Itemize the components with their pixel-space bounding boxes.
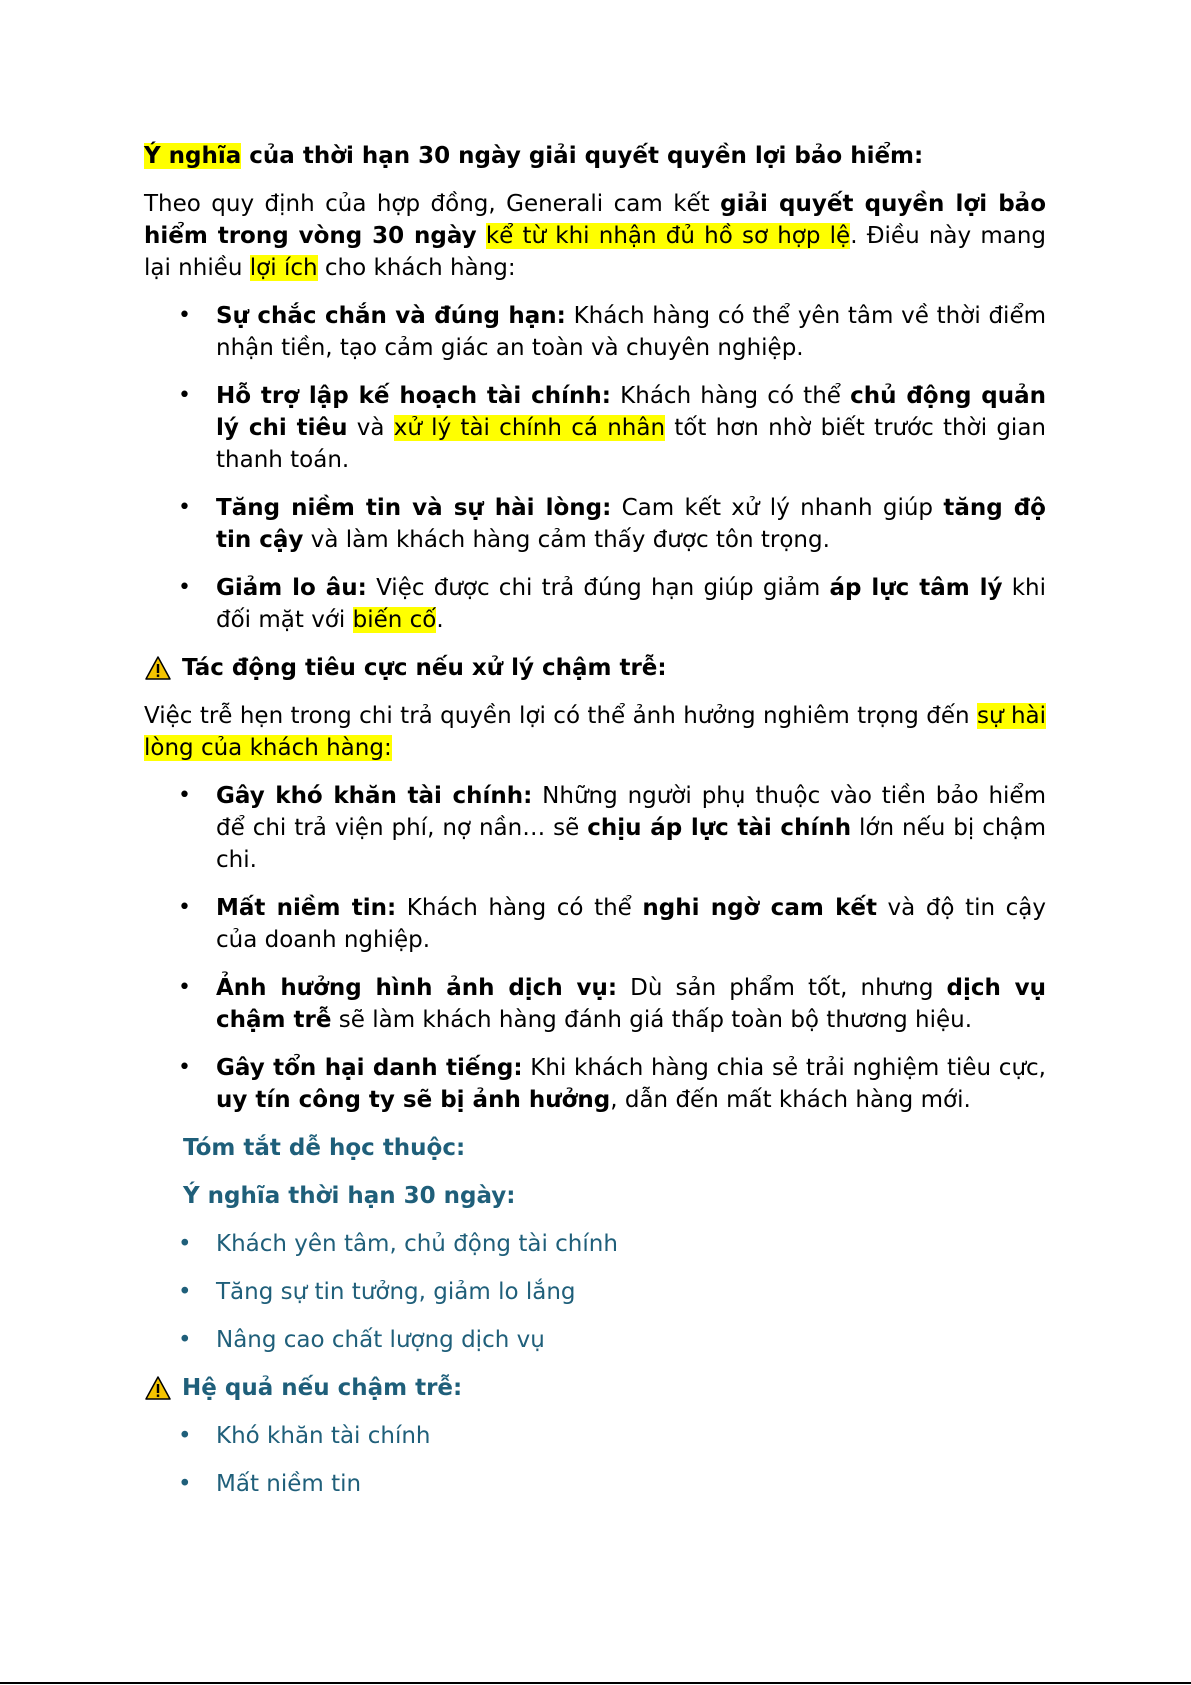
list-item: • Khách yên tâm, chủ động tài chính [144,1228,1046,1260]
document-content [144,140,1046,1516]
list-item: • Nâng cao chất lượng dịch vụ [144,1324,1046,1356]
list-item: • Gây khó khăn tài chính: Những người phụ thuộc vào tiền bảo hiểm để chi trả viện phí, nợ nần… sẽ chịu áp lực tài chính lớn nếu bị chậm chi. [144,780,1046,876]
list-item: • Tăng sự tin tưởng, giảm lo lắng [144,1276,1046,1308]
list-item: • Hỗ trợ lập kế hoạch tài chính: Khách hàng có thể chủ động quản lý chi tiêu và xử lý tài chính cá nhân tốt hơn nhờ biết trước thời gian thanh toán. [144,380,1046,476]
warning-icon [144,655,172,681]
negative-intro-paragraph: Việc trễ hẹn trong chi trả quyền lợi có thể ảnh hưởng nghiêm trọng đến sự hài lòng của khách hàng: [144,703,1047,761]
summary-title: Tóm tắt dễ học thuộc: [183,1135,466,1161]
section-heading-negative: Tác động tiêu cực nếu xử lý chậm trễ: [144,652,1046,684]
highlighted-text: kể từ khi nhận đủ hồ sơ hợp lệ [485,223,851,249]
page-bottom-border [0,1682,1191,1684]
impacts-list [144,780,1046,1116]
highlighted-text: lợi ích [249,255,318,281]
highlighted-text: biến cố [352,607,437,633]
highlighted-text: Ý nghĩa [144,143,242,169]
summary-meaning-list [144,1228,1046,1356]
section-heading-meaning: Ý nghĩa của thời hạn 30 ngày giải quyết quyền lợi bảo hiểm: [144,143,924,169]
summary-consequence-list [144,1420,1046,1500]
intro-paragraph: Theo quy định của hợp đồng, Generali cam kết giải quyết quyền lợi bảo hiểm trong vòng 30 ngày kể từ khi nhận đủ hồ sơ hợp lệ. Điều này mang lại nhiều lợi ích cho khách hàng: [144,191,1046,281]
summary-consequence-title: Hệ quả nếu chậm trễ: [144,1372,1046,1404]
warning-icon [144,1375,172,1401]
list-item: • Khó khăn tài chính [144,1420,1046,1452]
list-item: • Gây tổn hại danh tiếng: Khi khách hàng chia sẻ trải nghiệm tiêu cực, uy tín công ty sẽ bị ảnh hưởng, dẫn đến mất khách hàng mới. [144,1052,1046,1116]
highlighted-text: sự hài lòng của khách hàng: [144,703,1047,761]
list-item: • Mất niềm tin: Khách hàng có thể nghi ngờ cam kết và độ tin cậy của doanh nghiệp. [144,892,1046,956]
benefits-list [144,300,1046,636]
highlighted-text: xử lý tài chính cá nhân [393,415,666,441]
summary-meaning-title: Ý nghĩa thời hạn 30 ngày: [183,1183,516,1209]
list-item: • Sự chắc chắn và đúng hạn: Khách hàng có thể yên tâm về thời điểm nhận tiền, tạo cảm giác an toàn và chuyên nghiệp. [144,300,1046,364]
list-item: • Tăng niềm tin và sự hài lòng: Cam kết xử lý nhanh giúp tăng độ tin cậy và làm khách hàng cảm thấy được tôn trọng. [144,492,1046,556]
list-item: • Ảnh hưởng hình ảnh dịch vụ: Dù sản phẩm tốt, nhưng dịch vụ chậm trễ sẽ làm khách hàng đánh giá thấp toàn bộ thương hiệu. [144,972,1046,1036]
list-item: • Mất niềm tin [144,1468,1046,1500]
list-item: • Giảm lo âu: Việc được chi trả đúng hạn giúp giảm áp lực tâm lý khi đối mặt với biến cố. [144,572,1046,636]
